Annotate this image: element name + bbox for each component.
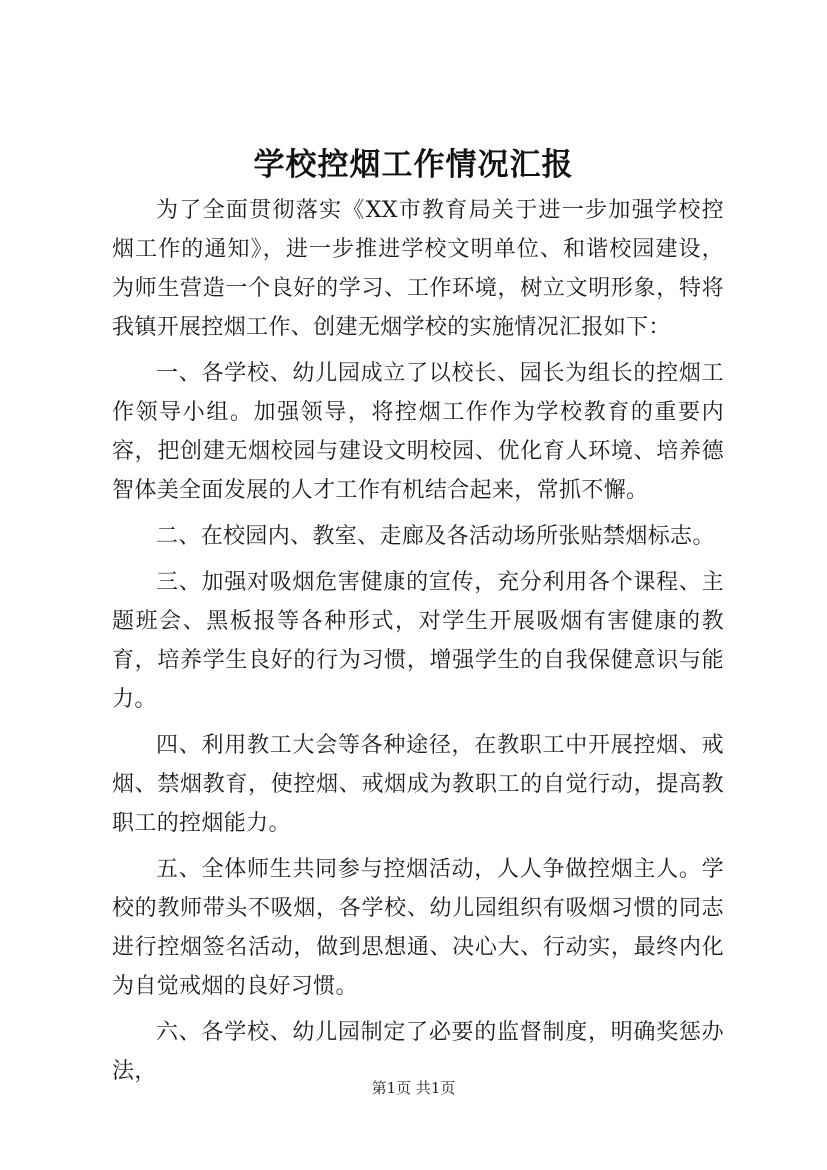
paragraph-item-5: 五、全体师生共同参与控烟活动，人人争做控烟主人。学校的教师带头不吸烟，各学校、幼儿园组织有吸烟习惯的同志进行控烟签名活动，做到思想通、决心大、行动实，最终内化为自觉戒烟的良好习惯。 [112,857,724,999]
paragraph-item-6: 六、各学校、幼儿园制定了必要的监督制度，明确奖惩办法， [112,1020,724,1084]
paragraph-item-2: 二、在校园内、教室、走廊及各活动场所张贴禁烟标志。 [156,524,715,549]
page-footer: 第1页 共1页 [371,1079,456,1097]
document-body [112,191,724,1093]
paragraph-item-3: 三、加强对吸烟危害健康的宣传，充分利用各个课程、主题班会、黑板报等各种形式，对学生开展吸烟有害健康的教育，培养学生良好的行为习惯，增强学生的自我保健意识与能力。 [112,570,724,712]
paragraph-item-4: 四、利用教工大会等各种途径，在教职工中开展控烟、戒烟、禁烟教育，使控烟、戒烟成为教职工的自觉行动，提高教职工的控烟能力。 [112,733,724,836]
document-title: 学校控烟工作情况汇报 [253,147,574,183]
paragraph-intro: 为了全面贯彻落实《XX市教育局关于进一步加强学校控烟工作的通知》，进一步推进学校文明单位、和谐校园建设，为师生营造一个良好的学习、工作环境，树立文明形象，特将我镇开展控烟工作、创建无烟学校的实施情况汇报如下： [112,198,724,340]
paragraph-item-1: 一、各学校、幼儿园成立了以校长、园长为组长的控烟工作领导小组。加强领导，将控烟工作作为学校教育的重要内容，把创建无烟校园与建设文明校园、优化育人环境、培养德智体美全面发展的人才工作有机结合起来，常抓不懈。 [112,361,724,503]
